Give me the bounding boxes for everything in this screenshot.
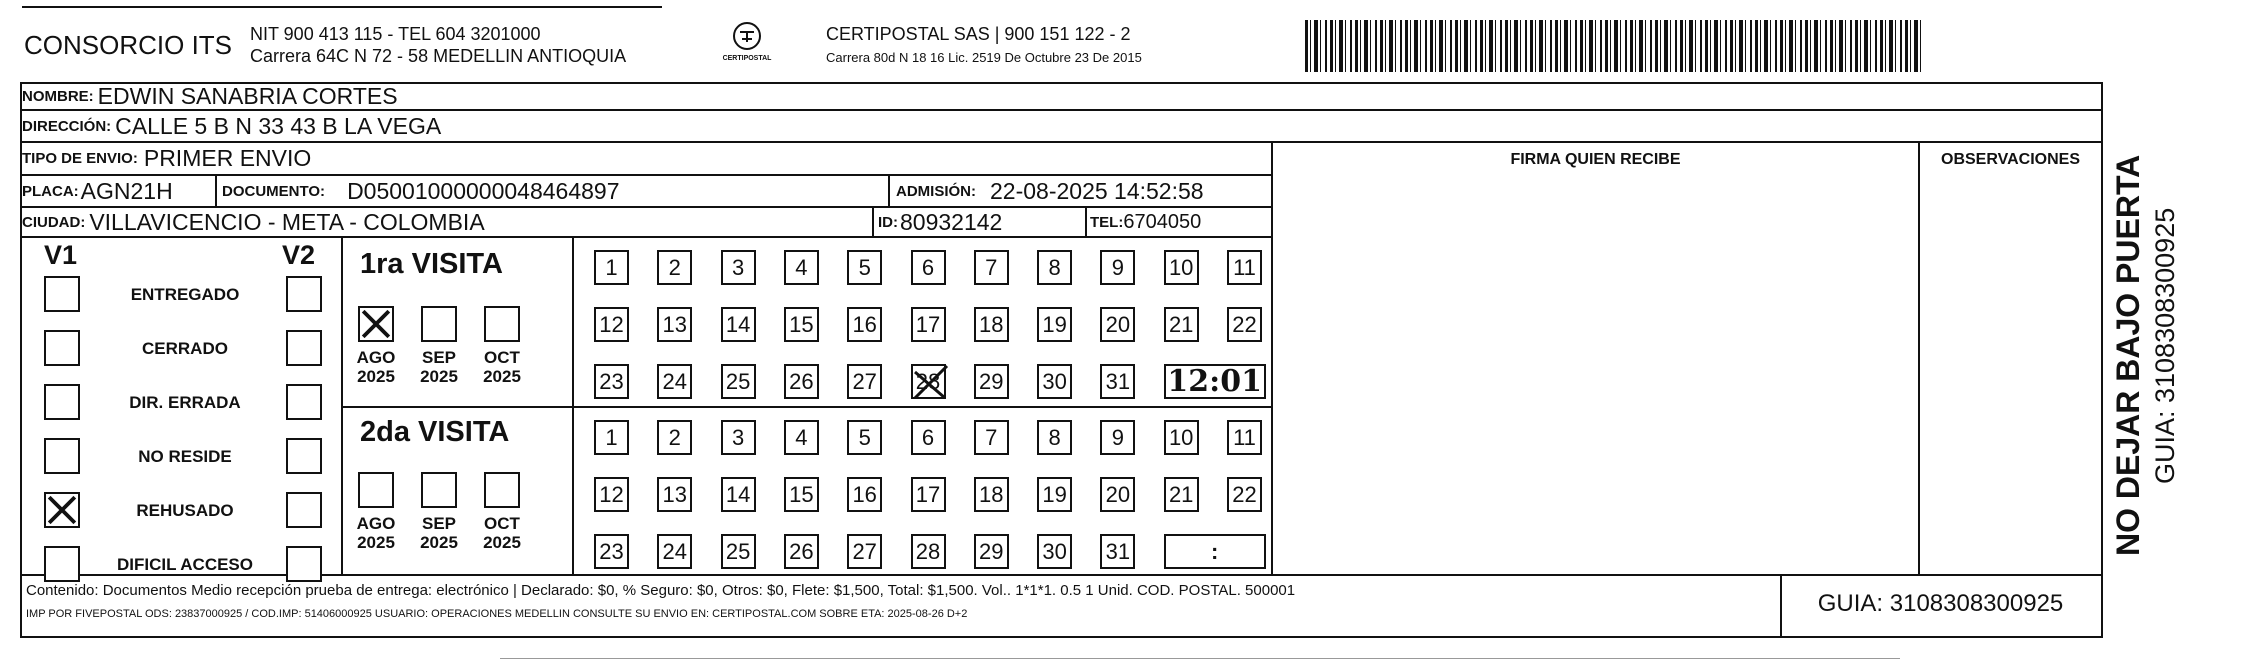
first-visit-month-checkbox-ago[interactable] <box>358 306 394 342</box>
first-visit-time-box[interactable]: 12:01 <box>1164 364 1266 399</box>
v2-checkbox-no-reside[interactable] <box>286 438 322 474</box>
status-label-rehusado: REHUSADO <box>136 501 234 520</box>
second-visit-month-checkbox-ago[interactable] <box>358 472 394 508</box>
observaciones-header: OBSERVACIONES <box>1941 151 2080 168</box>
second-visit-day-22[interactable]: 22 <box>1227 477 1262 512</box>
second-visit-day-3[interactable]: 3 <box>721 420 756 455</box>
second-visit-month-label-oct: OCT 2025 <box>483 514 521 552</box>
second-visit-day-28[interactable]: 28 <box>911 534 946 569</box>
rule-visits-bottom <box>20 574 2103 576</box>
x-mark-icon <box>360 308 392 340</box>
tipo-row <box>22 143 311 174</box>
admision-label: ADMISIÓN: <box>896 182 976 200</box>
second-visit-day-19[interactable]: 19 <box>1037 477 1072 512</box>
side-warning: NO DEJAR BAJO PUERTA <box>2110 154 2146 556</box>
first-visit-day-5[interactable]: 5 <box>847 250 882 285</box>
second-visit-day-4[interactable]: 4 <box>784 420 819 455</box>
v2-checkbox-dir-errada[interactable] <box>286 384 322 420</box>
second-visit-day-14[interactable]: 14 <box>721 477 756 512</box>
side-guia: GUIA: 3108308300925 <box>2150 207 2180 484</box>
bottom-rule <box>500 658 1900 659</box>
status-label-cerrado: CERRADO <box>142 339 228 358</box>
first-visit-day-17[interactable]: 17 <box>911 307 946 342</box>
first-visit-day-21[interactable]: 21 <box>1164 307 1199 342</box>
rule-tel-sep <box>1085 206 1087 236</box>
second-visit-day-31[interactable]: 31 <box>1100 534 1135 569</box>
second-visit-day-1[interactable]: 1 <box>594 420 629 455</box>
v2-checkbox-rehusado[interactable] <box>286 492 322 528</box>
direccion-row <box>22 111 441 141</box>
ciudad-value: VILLAVICENCIO - META - COLOMBIA <box>89 208 485 235</box>
first-visit-day-7[interactable]: 7 <box>974 250 1009 285</box>
id-value: 80932142 <box>900 208 1003 235</box>
first-visit-day-20[interactable]: 20 <box>1100 307 1135 342</box>
rule-direccion <box>20 141 2103 143</box>
footer-guia: GUIA: 3108308300925 <box>1817 590 2064 617</box>
first-visit-day-19[interactable]: 19 <box>1037 307 1072 342</box>
v1-label: V1 <box>44 240 78 270</box>
second-visit-month-checkbox-oct[interactable] <box>484 472 520 508</box>
first-visit-day-28[interactable] <box>911 364 946 399</box>
company-address: Carrera 64C N 72 - 58 MEDELLIN ANTIOQUIA <box>250 46 627 66</box>
second-visit-day-8[interactable]: 8 <box>1037 420 1072 455</box>
first-visit-day-24[interactable]: 24 <box>657 364 692 399</box>
second-visit-day-2[interactable]: 2 <box>657 420 692 455</box>
first-visit-day-30[interactable]: 30 <box>1037 364 1072 399</box>
logo-text: CERTIPOSTAL <box>722 55 772 62</box>
v2-checkbox-entregado[interactable] <box>286 276 322 312</box>
direccion-label: DIRECCIÓN: <box>22 117 112 135</box>
first-visit-day-26[interactable]: 26 <box>784 364 819 399</box>
first-visit-day-31[interactable]: 31 <box>1100 364 1135 399</box>
footer-imp: IMP POR FIVEPOSTAL ODS: 23837000925 / COD.IMP: 51406000925 USUARIO: OPERACIONES MEDELLIN CONSULTE SU ENVIO EN: CERTIPOSTAL.COM SOBRE ETA: 2025-08-26 D+2 <box>26 608 968 620</box>
first-visit-day-22[interactable]: 22 <box>1227 307 1262 342</box>
second-visit-day-5[interactable]: 5 <box>847 420 882 455</box>
first-visit-day-6[interactable]: 6 <box>911 250 946 285</box>
second-visit-time-box[interactable]: : <box>1164 534 1266 569</box>
second-visit-day-21[interactable]: 21 <box>1164 477 1199 512</box>
ciudad-label: CIUDAD: <box>22 213 86 231</box>
second-visit-day-26[interactable]: 26 <box>784 534 819 569</box>
ciudad-row <box>22 208 485 236</box>
v1-checkbox-cerrado[interactable] <box>44 330 80 366</box>
tel-label: TEL: <box>1090 213 1124 231</box>
documento-value: D05001000000048464897 <box>347 177 620 204</box>
first-visit-month-checkbox-oct[interactable] <box>484 306 520 342</box>
footer-contenido: Contenido: Documentos Medio recepción prueba de entrega: electrónico | Declarado: $0, % Seguro: $0, Otros: $0, Flete: $1,500, Total: $1,500. Vol.. 1*1*1. 0.5 1 Unid. COD. POSTAL. 500001 <box>26 582 1296 599</box>
v2-label: V2 <box>282 240 316 270</box>
v2-checkbox-dificil-acceso[interactable] <box>286 546 322 582</box>
v1-checkbox-no-reside[interactable] <box>44 438 80 474</box>
second-visit-day-29[interactable]: 29 <box>974 534 1009 569</box>
status-label-entregado: ENTREGADO <box>130 285 240 304</box>
first-visit-day-1[interactable]: 1 <box>594 250 629 285</box>
first-visit-day-16[interactable]: 16 <box>847 307 882 342</box>
second-visit-month-label-sep: SEP 2025 <box>420 514 458 552</box>
placa-value: AGN21H <box>80 177 173 204</box>
placa-row <box>22 176 173 206</box>
v1-checkbox-dir-errada[interactable] <box>44 384 80 420</box>
certipostal-logo <box>712 20 782 70</box>
first-visit-title: 1ra VISITA <box>360 248 503 280</box>
tipo-value: PRIMER ENVIO <box>143 145 312 171</box>
second-visit-day-27[interactable]: 27 <box>847 534 882 569</box>
tel-row <box>1090 208 1201 236</box>
rule-ciudad <box>20 236 1273 238</box>
first-visit-day-15[interactable]: 15 <box>784 307 819 342</box>
v2-checkbox-cerrado[interactable] <box>286 330 322 366</box>
x-mark-icon <box>46 494 78 526</box>
first-visit-day-2[interactable]: 2 <box>657 250 692 285</box>
placa-label: PLACA: <box>22 182 79 200</box>
id-label: ID: <box>878 213 898 231</box>
first-visit-day-23[interactable]: 23 <box>594 364 629 399</box>
company-nit: NIT 900 413 115 - TEL 604 3201000 <box>250 24 541 44</box>
v1-checkbox-dificil-acceso[interactable] <box>44 546 80 582</box>
status-label-dir-errada: DIR. ERRADA <box>129 393 241 412</box>
carrier-name: CERTIPOSTAL SAS | 900 151 122 - 2 <box>826 24 1131 44</box>
second-visit-day-20[interactable]: 20 <box>1100 477 1135 512</box>
rule-firma-left <box>1271 141 1273 576</box>
direccion-value: CALLE 5 B N 33 43 B LA VEGA <box>115 112 442 139</box>
second-visit-month-checkbox-sep[interactable] <box>421 472 457 508</box>
documento-row <box>222 176 620 206</box>
first-visit-day-3[interactable]: 3 <box>721 250 756 285</box>
nombre-value: EDWIN SANABRIA CORTES <box>97 82 398 109</box>
documento-label: DOCUMENTO: <box>222 182 326 200</box>
status-label-dificil-acceso: DIFICIL ACCESO <box>116 555 253 574</box>
first-visit-month-label-sep: SEP 2025 <box>420 348 458 386</box>
second-visit-day-6[interactable]: 6 <box>911 420 946 455</box>
second-visit-day-23[interactable]: 23 <box>594 534 629 569</box>
certipostal-logo-icon <box>730 20 764 52</box>
nombre-row <box>22 82 398 110</box>
first-visit-day-12[interactable]: 12 <box>594 307 629 342</box>
first-visit-day-8[interactable]: 8 <box>1037 250 1072 285</box>
second-visit-day-15[interactable]: 15 <box>784 477 819 512</box>
second-visit-title: 2da VISITA <box>360 416 510 448</box>
v1-checkbox-entregado[interactable] <box>44 276 80 312</box>
first-visit-month-label-oct: OCT 2025 <box>483 348 521 386</box>
second-visit-day-25[interactable]: 25 <box>721 534 756 569</box>
tel-value: 6704050 <box>1123 210 1202 233</box>
carrier-address: Carrera 80d N 18 16 Lic. 2519 De Octubre 23 De 2015 <box>826 50 1142 65</box>
rule-id-sep <box>872 206 874 236</box>
company-name: CONSORCIO ITS <box>24 30 233 60</box>
second-visit-day-30[interactable]: 30 <box>1037 534 1072 569</box>
second-visit-day-10[interactable]: 10 <box>1164 420 1199 455</box>
rule-obs-left <box>1918 141 1920 576</box>
second-visit-day-16[interactable]: 16 <box>847 477 882 512</box>
second-visit-day-11[interactable]: 11 <box>1227 420 1262 455</box>
second-visit-day-9[interactable]: 9 <box>1100 420 1135 455</box>
rule-visit-left <box>341 236 343 576</box>
tipo-label: TIPO DE ENVIO: <box>22 150 138 167</box>
firma-header: FIRMA QUIEN RECIBE <box>1510 151 1681 168</box>
first-visit-day-27[interactable]: 27 <box>847 364 882 399</box>
first-visit-day-10[interactable]: 10 <box>1164 250 1199 285</box>
header-rule-top <box>22 6 662 8</box>
first-visit-day-25[interactable]: 25 <box>721 364 756 399</box>
frame-bottom <box>20 636 2103 638</box>
first-visit-day-14[interactable]: 14 <box>721 307 756 342</box>
rule-admision-sep <box>888 174 890 206</box>
first-visit-day-13[interactable]: 13 <box>657 307 692 342</box>
rule-placa-sep <box>215 174 217 206</box>
status-label-no-reside: NO RESIDE <box>138 447 232 466</box>
second-visit-day-18[interactable]: 18 <box>974 477 1009 512</box>
first-visit-day-18[interactable]: 18 <box>974 307 1009 342</box>
cross-mark-icon <box>909 362 951 404</box>
second-visit-day-24[interactable]: 24 <box>657 534 692 569</box>
second-visit-month-label-ago: AGO 2025 <box>356 514 396 552</box>
first-visit-month-label-ago: AGO 2025 <box>356 348 396 386</box>
first-visit-day-9[interactable]: 9 <box>1100 250 1135 285</box>
nombre-label: NOMBRE: <box>22 87 94 105</box>
v1-checkbox-rehusado[interactable] <box>44 492 80 528</box>
second-visit-day-17[interactable]: 17 <box>911 477 946 512</box>
first-visit-day-29[interactable]: 29 <box>974 364 1009 399</box>
rule-days-left <box>572 236 574 576</box>
first-visit-day-11[interactable]: 11 <box>1227 250 1262 285</box>
admision-row <box>896 176 1204 206</box>
first-visit-day-4[interactable]: 4 <box>784 250 819 285</box>
rule-second-visit <box>343 406 1273 408</box>
second-visit-day-12[interactable]: 12 <box>594 477 629 512</box>
second-visit-day-7[interactable]: 7 <box>974 420 1009 455</box>
second-visit-day-13[interactable]: 13 <box>657 477 692 512</box>
id-row <box>878 208 1002 236</box>
frame-right <box>2101 82 2103 638</box>
day-label: 28 <box>915 368 941 394</box>
first-visit-month-checkbox-sep[interactable] <box>421 306 457 342</box>
admision-value: 22-08-2025 14:52:58 <box>990 177 1204 204</box>
barcode <box>1305 20 1925 72</box>
